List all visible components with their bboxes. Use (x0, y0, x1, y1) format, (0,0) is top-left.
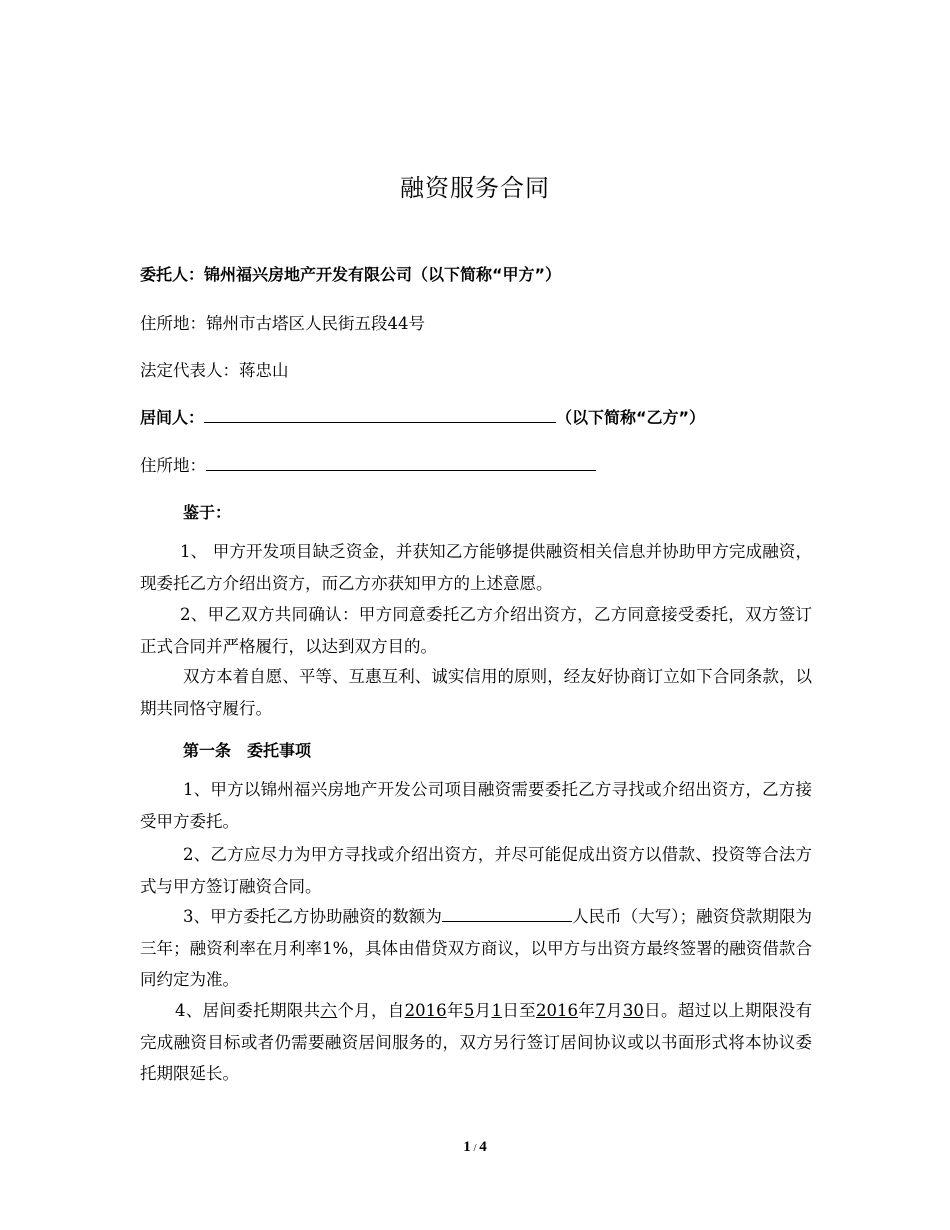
clause-4-text: 月 (474, 1001, 492, 1020)
party-b-address-line (140, 452, 812, 476)
whereas-heading: 鉴于： (183, 503, 232, 522)
end-day: 30 (622, 1001, 644, 1020)
clause-4-text: 日。超过以上期限没有完成融资目标或者仍需要融资居间服务的，双方另行签订居间协议或以书面形式将本协议委托期限延长。 (140, 1001, 813, 1083)
party-a-name: 锦州福兴房地产开发有限公司（以下简称“甲方”） (204, 265, 562, 284)
whereas-item-1: 1、 甲方开发项目缺乏资金，并获知乙方能够提供融资相关信息并协助甲方完成融资，现委托乙方介绍出资方，而乙方亦获知甲方的上述意愿。 (140, 542, 812, 593)
party-a-rep-line (140, 357, 812, 381)
clause-4-text: 个月，自 (337, 1001, 405, 1020)
start-day: 1 (491, 1001, 502, 1020)
article-1-clause-1: 1、甲方以锦州福兴房地产开发公司项目融资需要委托乙方寻找或介绍出资方，乙方接受甲方委托。 (140, 780, 812, 831)
start-month: 5 (463, 1001, 475, 1020)
clause-4-text: 年 (446, 1001, 464, 1020)
party-a-address-line (140, 310, 812, 334)
clause-4-text: 4、居间委托期限共 (175, 1001, 321, 1020)
whereas-item-2: 2、甲乙双方共同确认：甲方同意委托乙方介绍出资方，乙方同意接受委托，双方签订正式合同并严格履行，以达到双方目的。 (140, 605, 812, 656)
party-a-label: 委托人： (140, 265, 205, 284)
party-b-name-blank[interactable] (204, 404, 556, 423)
article-1-heading: 第一条 委托事项 (183, 741, 312, 760)
clause-4-text: 年 (577, 1001, 596, 1020)
clause-4-text: 日至 (501, 1001, 536, 1020)
party-b-address-label: 住所地： (140, 456, 206, 475)
party-a-address: 锦州市古塔区人民街五段44号 (206, 314, 425, 333)
contract-title: 融资服务合同 (400, 174, 550, 202)
page-separator: / (470, 1142, 480, 1154)
party-b-line (140, 404, 812, 428)
current-page: 1 (463, 1139, 471, 1155)
party-a-rep: 蒋忠山 (239, 361, 289, 380)
party-a-address-label: 住所地： (140, 314, 206, 333)
party-b-suffix: （以下简称“乙方”） (556, 408, 706, 427)
page-number (0, 1139, 950, 1156)
article-1-clause-2: 2、乙方应尽力为甲方寻找或介绍出资方，并尽可能促成出资方以借款、投资等合法方式与甲方签订融资合同。 (140, 845, 812, 896)
whereas-item-3: 双方本着自愿、平等、互惠互利、诚实信用的原则，经友好协商订立如下合同条款，以期共同恪守履行。 (140, 667, 812, 718)
party-a-rep-label: 法定代表人： (140, 361, 239, 380)
term-months: 六 (320, 1001, 338, 1020)
clause-4-text: 月 (605, 1001, 623, 1020)
end-year: 2016 (535, 1001, 578, 1020)
financing-amount-blank[interactable] (442, 903, 572, 922)
party-b-address-blank[interactable] (206, 452, 596, 471)
article-1-clause-4 (140, 995, 812, 1090)
party-a-line (140, 262, 812, 285)
article-1-clause-3 (140, 901, 812, 996)
total-pages: 4 (479, 1139, 487, 1155)
end-month: 7 (595, 1001, 606, 1020)
clause-3-text-b: 人民币（大写）；融资贷款期限为三年；融资利率在月利率1%，具体由借贷双方商议，以甲方与出资方最终签署的融资借款合同约定为准。 (140, 907, 813, 989)
start-year: 2016 (404, 1001, 447, 1020)
party-b-label: 居间人： (140, 408, 205, 427)
clause-3-text-a: 3、甲方委托乙方协助融资的数额为 (183, 907, 442, 926)
